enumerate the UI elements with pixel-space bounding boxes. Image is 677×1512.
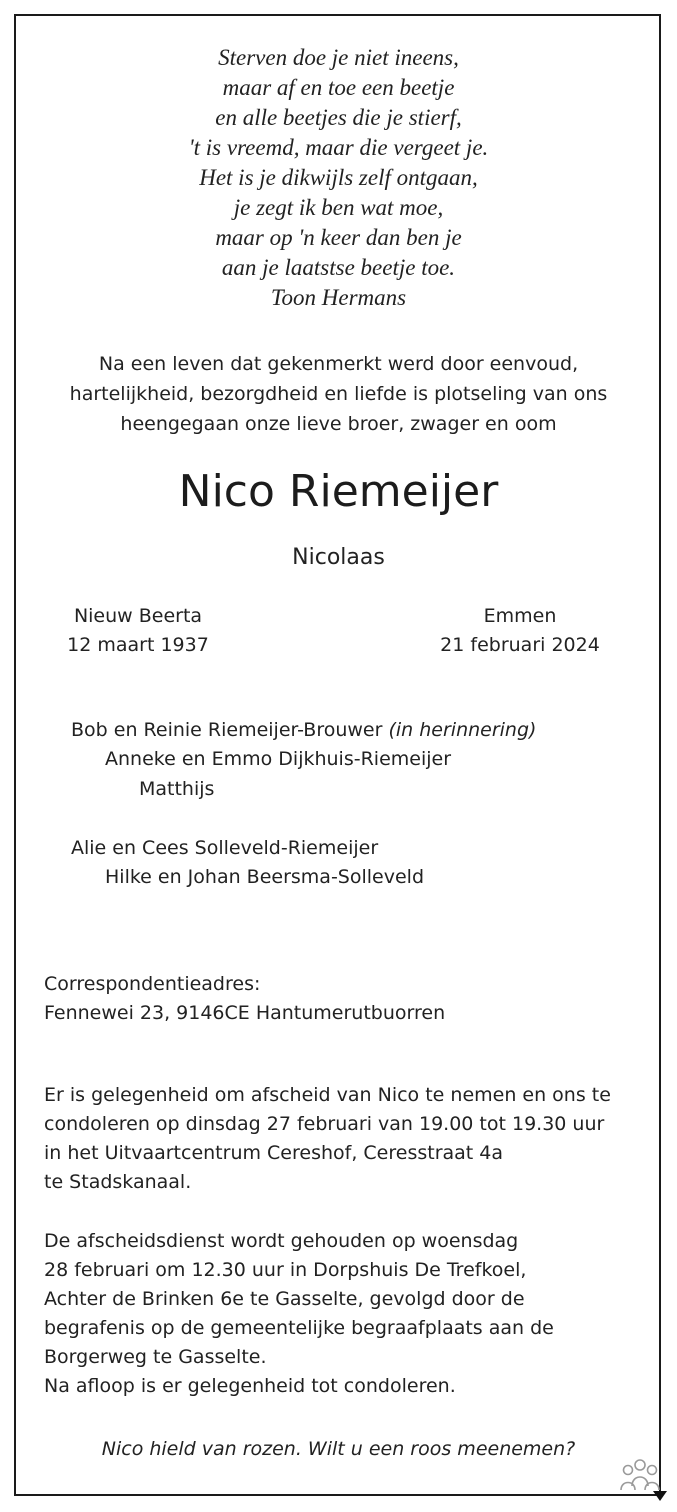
service-line: 28 februari om 12.30 uur in Dorpshuis De Trefkoel, [44,1259,527,1281]
deceased-name: Nico Riemeijer [178,466,499,517]
service-info [44,1227,554,1401]
birth-date: 12 maart 1937 [67,634,209,656]
poem-line: maar af en toe een beetje [222,75,455,100]
intro-line: heengegaan onze lieve broer, zwager en oom [120,413,557,435]
family-name: Bob en Reinie Riemeijer-Brouwer [71,719,383,741]
intro-line: hartelijkheid, bezorgdheid en liefde is plotseling van ons [69,383,608,405]
condolence-info [44,1081,611,1197]
service-line: De afscheidsdienst wordt gehouden op woensdag [44,1230,519,1252]
deceased-first-name: Nicolaas [292,545,385,570]
poem-line: en alle beetjes die je stierf, [215,105,462,130]
poem-line: aan je laatstse beetje toe. [221,255,456,280]
correspondence-value: Fennewei 23, 9146CE Hantumerutbuorren [44,1002,446,1024]
poem-line: maar op 'n keer dan ben je [215,225,462,250]
death-date: 21 februari 2024 [440,634,600,656]
poem-line: Sterven doe je niet ineens, [218,45,459,70]
service-line: Achter de Brinken 6e te Gasselte, gevolgd door de [44,1288,525,1310]
condolence-line: Er is gelegenheid om afscheid van Nico te nemen en ons te [44,1084,611,1106]
poem-line: 't is vreemd, maar die vergeet je. [188,135,489,160]
family-line: Hilke en Johan Beersma-Solleveld [105,866,425,888]
poem-line: Het is je dikwijls zelf ontgaan, [199,165,478,190]
condolence-line: condoleren op dinsdag 27 februari van 19.00 tot 19.30 uur [44,1113,605,1135]
poem-line: je zegt ik ben wat moe, [233,195,444,220]
condolence-line: in het Uitvaartcentrum Cereshof, Ceresstraat 4a [44,1142,504,1164]
correspondence-label: Correspondentieadres: [44,973,261,995]
death-info [420,602,620,660]
closing-note: Nico hield van rozen. Wilt u een roos meenemen? [101,1438,576,1460]
service-line: begrafenis op de gemeentelijke begraafplaats aan de [44,1317,554,1339]
intro-line: Na een leven dat gekenmerkt werd door eenvoud, [98,353,579,375]
birth-info [38,602,238,660]
family-note: (in herinnering) [388,719,537,741]
family-line: Anneke en Emmo Dijkhuis-Riemeijer [105,748,452,770]
family-line: Matthijs [139,778,215,800]
family-line [71,716,536,745]
service-line: Na afloop is er gelegenheid tot condoleren. [44,1375,456,1397]
intro-text [0,349,677,439]
poem-author: Toon Hermans [270,285,407,310]
condolence-line: te Stadskanaal. [44,1171,192,1193]
poem [0,43,677,313]
birth-place: Nieuw Beerta [73,605,203,627]
death-place: Emmen [483,605,557,627]
service-line: Borgerweg te Gasselte. [44,1346,267,1368]
correspondence-address [44,970,445,1028]
triangle-down-icon[interactable] [652,1490,668,1502]
family-line: Alie en Cees Solleveld-Riemeijer [71,837,379,859]
